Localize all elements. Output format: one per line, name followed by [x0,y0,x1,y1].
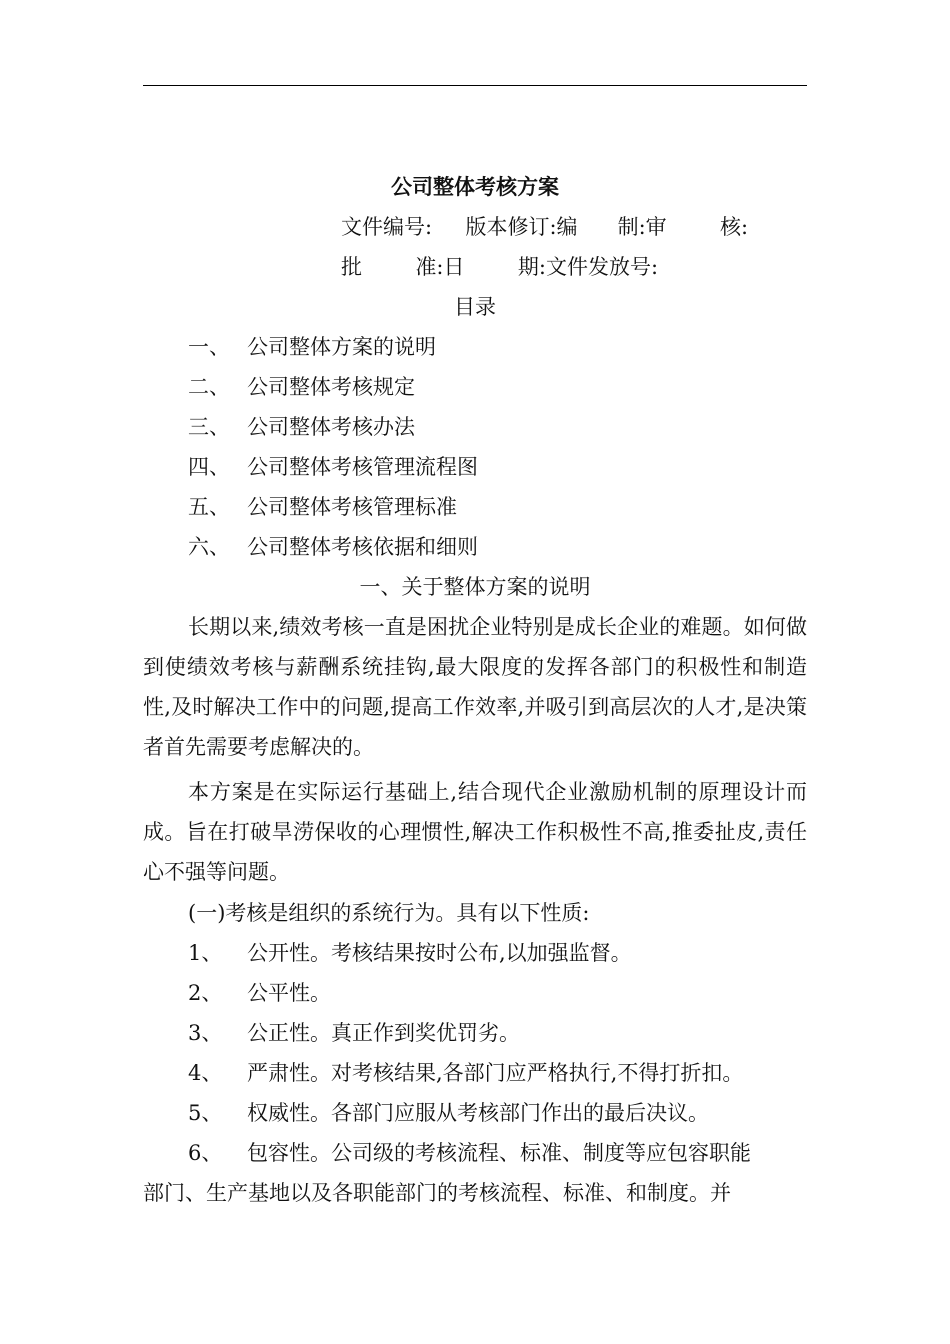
toc-heading: 目录 [454,295,496,319]
toc-item-number: 一、 [188,335,230,359]
toc-item-number: 二、 [188,375,230,399]
table-of-contents [188,332,478,572]
section-heading: 一、关于整体方案的说明 [359,575,591,599]
toc-item-number: 五、 [188,495,230,519]
properties-list [143,938,807,1213]
list-item-first-line [188,1133,807,1173]
list-item [143,938,807,978]
toc-item-number: 三、 [188,415,230,439]
toc-item-text: 公司整体考核管理流程图 [247,455,478,479]
list-item [143,1098,807,1138]
toc-item-text: 公司整体方案的说明 [247,335,436,359]
toc-item [188,452,478,492]
list-item-number: 2、 [188,981,223,1005]
toc-item [188,332,478,372]
list-item-text: 公平性。 [247,981,331,1005]
toc-item [188,532,478,572]
toc-item [188,372,478,412]
document-meta-line-2: 批 准:日 期:文件发放号: [341,255,659,279]
subsection-heading: (一)考核是组织的系统行为。具有以下性质: [188,901,590,925]
toc-item-text: 公司整体考核办法 [247,415,415,439]
list-item-number: 6、 [188,1141,223,1165]
list-item-text: 公正性。真正作到奖优罚劣。 [247,1021,520,1045]
toc-item-text: 公司整体考核依据和细则 [247,535,478,559]
list-item-text: 公开性。考核结果按时公布,以加强监督。 [247,941,632,965]
list-item [143,1058,807,1098]
toc-item [188,492,478,532]
body-paragraph: 长期以来,绩效考核一直是困扰企业特别是成长企业的难题。如何做到使绩效考核与薪酬系统挂钩,最大限度的发挥各部门的积极性和制造性,及时解决工作中的问题,提高工作效率,并吸引到高层次的人才,是决策者首先需要考虑解决的。 [143,615,807,759]
list-item-text: 权威性。各部门应服从考核部门作出的最后决议。 [247,1101,709,1125]
list-item-text: 严肃性。对考核结果,各部门应严格执行,不得打折扣。 [247,1061,744,1085]
toc-item-number: 六、 [188,535,230,559]
list-item [143,1018,807,1058]
list-item-number: 3、 [188,1021,223,1045]
document-meta-line-1: 文件编号: 版本修订:编 制:审 核: [341,215,749,239]
list-item-number: 5、 [188,1101,223,1125]
toc-item-number: 四、 [188,455,230,479]
toc-item [188,412,478,452]
list-item [143,978,807,1018]
list-item-text: 包容性。公司级的考核流程、标准、制度等应包容职能 [247,1141,751,1165]
toc-item-text: 公司整体考核管理标准 [247,495,457,519]
list-item-number: 4、 [188,1061,223,1085]
document-title: 公司整体考核方案 [391,174,559,199]
body-paragraph: 本方案是在实际运行基础上,结合现代企业激励机制的原理设计而成。旨在打破旱涝保收的心理惯性,解决工作积极性不高,推委扯皮,责任心不强等问题。 [143,780,807,884]
header-rule [143,85,807,86]
list-item-number: 1、 [188,941,223,965]
list-item-continuation: 部门、生产基地以及各职能部门的考核流程、标准、和制度。并 [143,1181,731,1205]
toc-item-text: 公司整体考核规定 [247,375,415,399]
list-item [143,1133,807,1213]
